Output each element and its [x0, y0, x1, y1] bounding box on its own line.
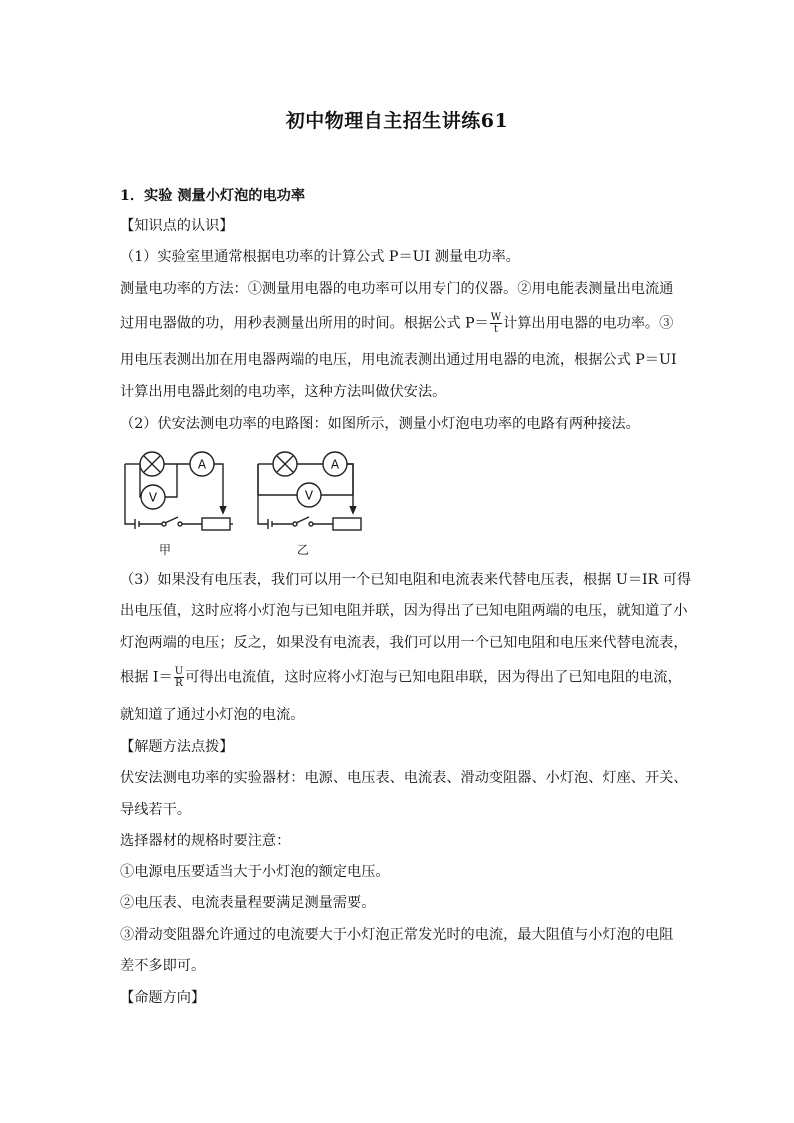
ammeter-label: A [197, 457, 207, 472]
list-item: ②电压表、电流表量程要满足测量需要。 [120, 895, 376, 911]
paragraph-line-with-formula [120, 666, 680, 689]
paragraph-line: （2）伏安法测电功率的电路图：如图所示，测量小灯泡电功率的电路有两种接法。 [120, 416, 640, 432]
text-segment: 过用电器做的功，用秒表测量出所用的时间。根据公式 P＝ [120, 315, 489, 332]
paragraph-line: （3）如果没有电压表，我们可以用一个已知电阻和电流表来代替电压表，根据 U＝IR 可得 [120, 572, 692, 588]
text-segment: 计算出用电器的电功率。③ [503, 315, 674, 332]
fraction-numerator: W [490, 312, 502, 323]
method-heading: 【解题方法点拨】 [120, 739, 234, 755]
voltmeter-label: V [304, 488, 314, 503]
circuit-diagrams [115, 447, 375, 562]
knowledge-heading: 【知识点的认识】 [120, 218, 234, 234]
paragraph-line: 伏安法测电功率的实验器材：电源、电压表、电流表、滑动变阻器、小灯泡、灯座、开关、 [120, 770, 688, 786]
paragraph-line: 导线若干。 [120, 802, 191, 818]
ammeter-label: A [330, 457, 340, 472]
formula-fraction [174, 666, 184, 689]
section-heading: 1．实验 测量小灯泡的电功率 [120, 188, 306, 204]
paragraph-line: 就知道了通过小灯泡的电流。 [120, 707, 305, 723]
paragraph-line: 测量电功率的方法：①测量用电器的电功率可以用专门的仪器。②用电能表测量出电流通 [120, 281, 674, 297]
fraction-numerator: U [174, 666, 184, 677]
diagram-caption-left: 甲 [158, 543, 172, 557]
paragraph-line: 灯泡两端的电压；反之，如果没有电流表，我们可以用一个已知电阻和电压来代替电流表， [120, 635, 688, 651]
diagram-caption-right: 乙 [296, 543, 310, 557]
fraction-denominator: t [493, 324, 498, 335]
list-item: ①电源电压要适当大于小灯泡的额定电压。 [120, 864, 390, 880]
fraction-denominator: R [175, 678, 183, 689]
text-segment: 可得出电流值，这时应将小灯泡与已知电阻串联，因为得出了已知电阻的电流， [185, 669, 682, 686]
paragraph-line: 差不多即可。 [120, 958, 206, 974]
page-title: 初中物理自主招生讲练61 [285, 110, 509, 132]
paragraph-line: 选择器材的规格时要注意： [120, 833, 291, 849]
paragraph-line-with-formula [120, 312, 680, 335]
paragraph-line: 计算出用电器此刻的电功率，这种方法叫做伏安法。 [120, 384, 447, 400]
text-segment: 根据 I＝ [120, 669, 173, 686]
voltmeter-label: V [148, 490, 158, 505]
paragraph-line: 用电压表测出加在用电器两端的电压，用电流表测出通过用电器的电流，根据公式 P＝UI [120, 352, 677, 368]
direction-heading: 【命题方向】 [120, 990, 206, 1006]
paragraph-line: （1）实验室里通常根据电功率的计算公式 P＝UI 测量电功率。 [120, 249, 520, 265]
list-item: ③滑动变阻器允许通过的电流要大于小灯泡正常发光时的电流，最大阻值与小灯泡的电阻 [120, 927, 674, 943]
paragraph-line: 出电压值，这时应将小灯泡与已知电阻并联，因为得出了已知电阻两端的电压，就知道了小 [120, 603, 688, 619]
formula-fraction [490, 312, 502, 335]
